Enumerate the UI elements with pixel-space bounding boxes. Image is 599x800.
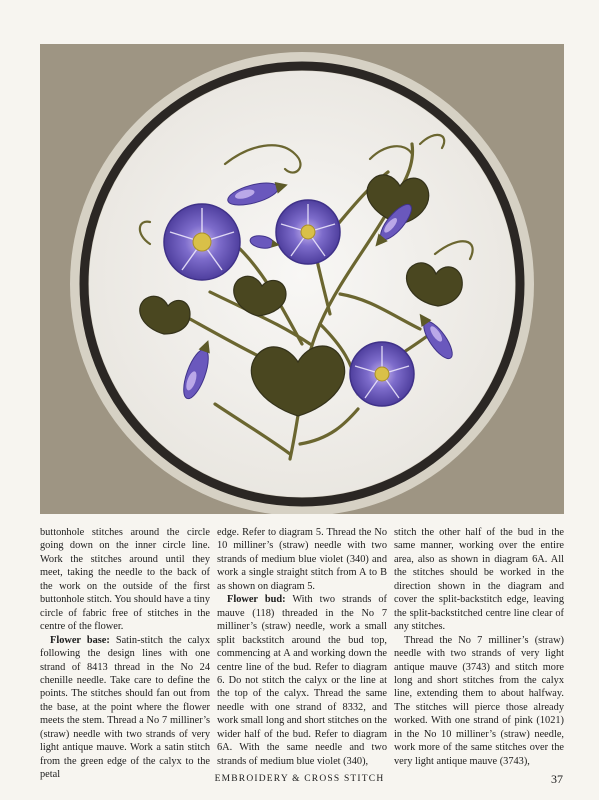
paragraph: edge. Refer to diagram 5. Thread the No 10 milliner’s (straw) needle with two strands of medium blue violet (340) and work a single straight stitch from A to B as shown on diagram 5. [217,527,387,592]
text-column-1 [40,526,210,781]
magazine-name: EMBROIDERY & CROSS STITCH [214,774,385,784]
embroidery-photo [40,44,564,514]
text-column-2 [217,526,387,767]
paragraph-flower-base [40,634,210,782]
page-footer [0,774,599,790]
flower-bottom-right [350,342,414,406]
paragraph-flower-bud [217,593,387,768]
text-column-3 [394,526,564,767]
paragraph: stitch the other half of the bud in the same manner, working over the entire area, also as shown in diagram 6A. All the stitches should be worked in the direction shown in the diagram and cover the split-backstitch edge, leaving the split-backstitched centre line clear of any stitches. [394,527,564,633]
paragraph: Thread the No 7 milliner’s (straw) needle with two strands of very light antique mauve (3743) and stitch more long and short stitches from the calyx line, extending them to about halfway. The stitches will pierce those already worked. With one strand of pink (1021) in the No 10 milliner’s (straw) needle, work more of the same stitches over the very light antique mauve (3743), [394,634,564,767]
paragraph: buttonhole stitches around the circle going down on the inner circle line. Work the stitches around until they meet, taking the needle to the back of the work on the outside of the first buttonhole stitch. You should have a tiny circle of fabric free of stitches in the centre of the flower. [40,527,210,633]
flower-left [164,204,240,280]
flower-top-centre [276,200,340,264]
paragraph-text: Satin-stitch the calyx following the design lines with one strand of 8413 thread in the No 24 chenille needle. Take care to define the points. The stitches should fan out from the base, at the point where the flower meets the stem. Thread a No 7 milliner’s (straw) needle with two strands of very light antique mauve. Work a satin stitch from the green edge of the calyx to the petal [40,634,210,781]
embroidery-illustration [40,44,564,514]
subheading: Flower bud: [227,594,286,606]
subheading: Flower base: [50,634,110,646]
paragraph-text: With two strands of mauve (118) threaded in the No 7 milliner’s (straw) needle, work a small split backstitch around the bud top, commencing at A and working down the centre line of the bud. Refer to diagram 6. Do not stitch the calyx or the line at the top of the calyx. Thread the same needle with one strand of 8332, and work small long and short stitches on the wider half of the bud. Refer to diagram 6A. With the same needle and two strands of medium blue violet (340), [217,594,387,767]
page-number: 37 [551,772,563,786]
